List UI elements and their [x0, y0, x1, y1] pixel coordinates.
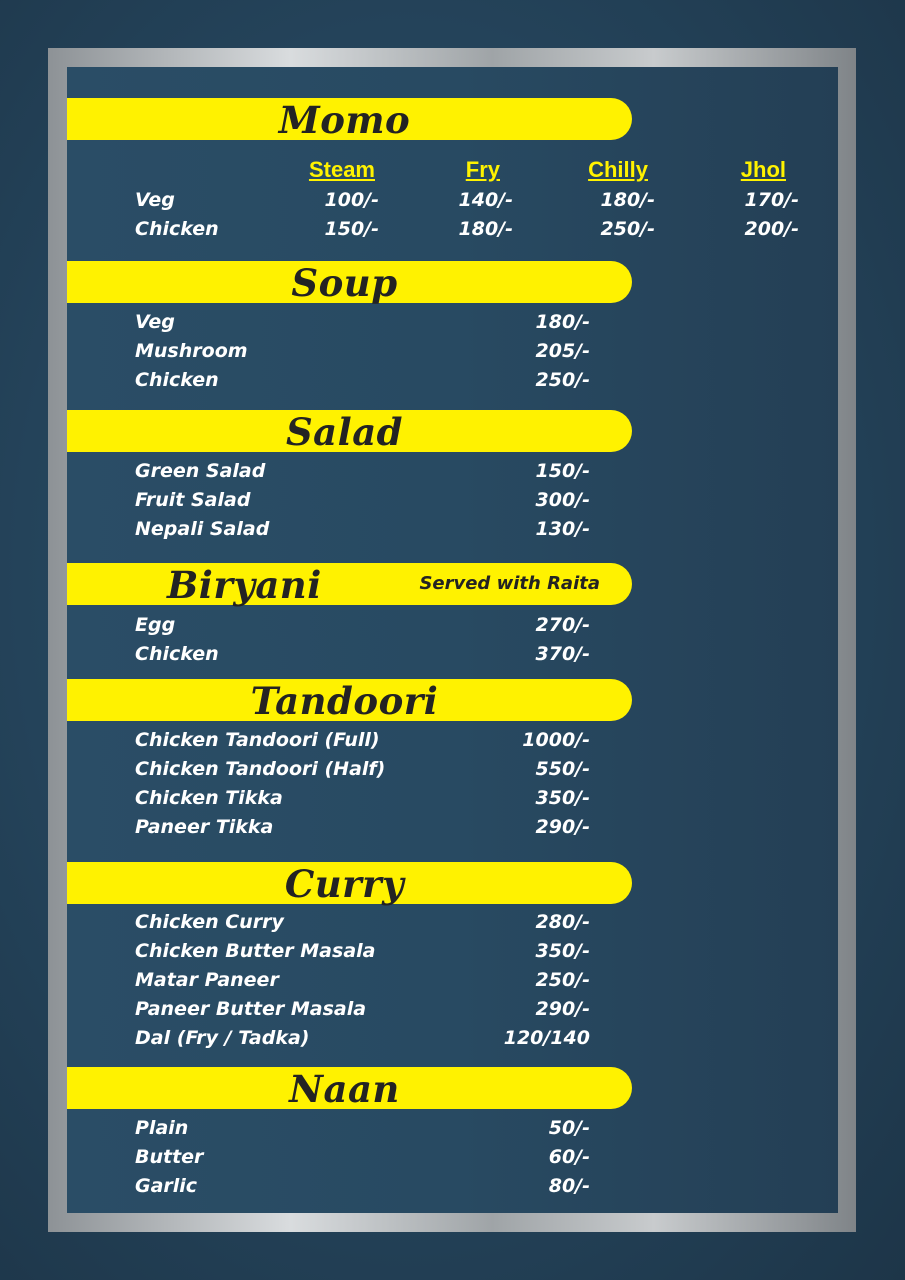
momo-price-fry: 180/-	[458, 218, 513, 240]
momo-price-steam: 100/-	[324, 189, 379, 211]
item-name: Paneer Butter Masala	[135, 998, 367, 1020]
list-item	[135, 1172, 590, 1200]
list-item	[135, 337, 590, 365]
list-item	[135, 486, 590, 514]
biryani-banner	[67, 563, 632, 605]
item-price: 1000/-	[522, 729, 590, 751]
item-name: Butter	[135, 1146, 204, 1168]
list-item	[135, 908, 590, 936]
curry-title: Curry	[284, 862, 405, 906]
item-name: Green Salad	[135, 460, 266, 482]
item-name: Chicken Tandoori (Full)	[135, 729, 380, 751]
item-price: 290/-	[535, 998, 590, 1020]
soup-title: Soup	[291, 261, 398, 305]
list-item	[135, 366, 590, 394]
biryani-note: Served with Raita	[419, 573, 600, 594]
item-price: 250/-	[535, 369, 590, 391]
item-price: 370/-	[535, 643, 590, 665]
momo-header-steam: Steam	[308, 157, 375, 182]
list-item	[135, 308, 590, 336]
item-name: Chicken Tandoori (Half)	[135, 758, 386, 780]
item-name: Chicken Curry	[135, 911, 284, 933]
momo-price-fry: 140/-	[458, 189, 513, 211]
momo-banner	[67, 98, 632, 140]
item-price: 180/-	[535, 311, 590, 333]
item-name: Chicken Tikka	[135, 787, 283, 809]
item-price: 300/-	[535, 489, 590, 511]
item-price: 205/-	[535, 340, 590, 362]
list-item	[135, 1024, 590, 1052]
list-item	[135, 966, 590, 994]
item-price: 290/-	[535, 816, 590, 838]
item-name: Egg	[135, 614, 176, 636]
item-price: 270/-	[535, 614, 590, 636]
item-price: 60/-	[548, 1146, 590, 1168]
item-name: Dal (Fry / Tadka)	[135, 1027, 310, 1049]
list-item	[135, 813, 590, 841]
momo-title: Momo	[278, 98, 411, 142]
list-item	[135, 611, 590, 639]
list-item	[135, 640, 590, 668]
list-item	[135, 937, 590, 965]
item-name: Chicken Butter Masala	[135, 940, 376, 962]
momo-price-chilly: 180/-	[600, 189, 655, 211]
list-item	[135, 1114, 590, 1142]
item-name: Matar Paneer	[135, 969, 279, 991]
momo-item-name: Veg	[135, 189, 175, 211]
naan-title: Naan	[289, 1067, 400, 1111]
item-price: 350/-	[535, 940, 590, 962]
momo-price-chilly: 250/-	[600, 218, 655, 240]
item-name: Mushroom	[135, 340, 248, 362]
list-item	[135, 784, 590, 812]
item-price: 550/-	[535, 758, 590, 780]
item-price: 120/140	[503, 1027, 590, 1049]
item-name: Veg	[135, 311, 175, 333]
item-price: 130/-	[535, 518, 590, 540]
item-name: Paneer Tikka	[135, 816, 274, 838]
tandoori-banner	[67, 679, 632, 721]
item-price: 350/-	[535, 787, 590, 809]
momo-price-steam: 150/-	[324, 218, 379, 240]
momo-item-name: Chicken	[135, 218, 219, 240]
item-name: Garlic	[135, 1175, 198, 1197]
list-item	[135, 995, 590, 1023]
item-name: Fruit Salad	[135, 489, 251, 511]
item-price: 80/-	[548, 1175, 590, 1197]
momo-row-veg	[135, 186, 815, 214]
momo-price-jhol: 170/-	[744, 189, 799, 211]
momo-header-chilly: Chilly	[588, 157, 648, 182]
salad-title: Salad	[285, 410, 404, 454]
item-name: Nepali Salad	[135, 518, 270, 540]
tandoori-title: Tandoori	[250, 679, 439, 723]
momo-price-jhol: 200/-	[744, 218, 799, 240]
curry-banner	[67, 862, 632, 904]
list-item	[135, 1143, 590, 1171]
momo-header-jhol: Jhol	[740, 157, 786, 182]
list-item	[135, 515, 590, 543]
list-item	[135, 726, 590, 754]
item-name: Plain	[135, 1117, 189, 1139]
item-name: Chicken	[135, 643, 219, 665]
list-item	[135, 457, 590, 485]
item-price: 50/-	[548, 1117, 590, 1139]
item-name: Chicken	[135, 369, 219, 391]
momo-header-fry: Fry	[465, 157, 500, 182]
momo-row-chicken	[135, 215, 815, 243]
biryani-title: Biryani	[167, 563, 322, 607]
soup-banner	[67, 261, 632, 303]
naan-banner	[67, 1067, 632, 1109]
item-price: 280/-	[535, 911, 590, 933]
list-item	[135, 755, 590, 783]
salad-banner	[67, 410, 632, 452]
item-price: 150/-	[535, 460, 590, 482]
item-price: 250/-	[535, 969, 590, 991]
